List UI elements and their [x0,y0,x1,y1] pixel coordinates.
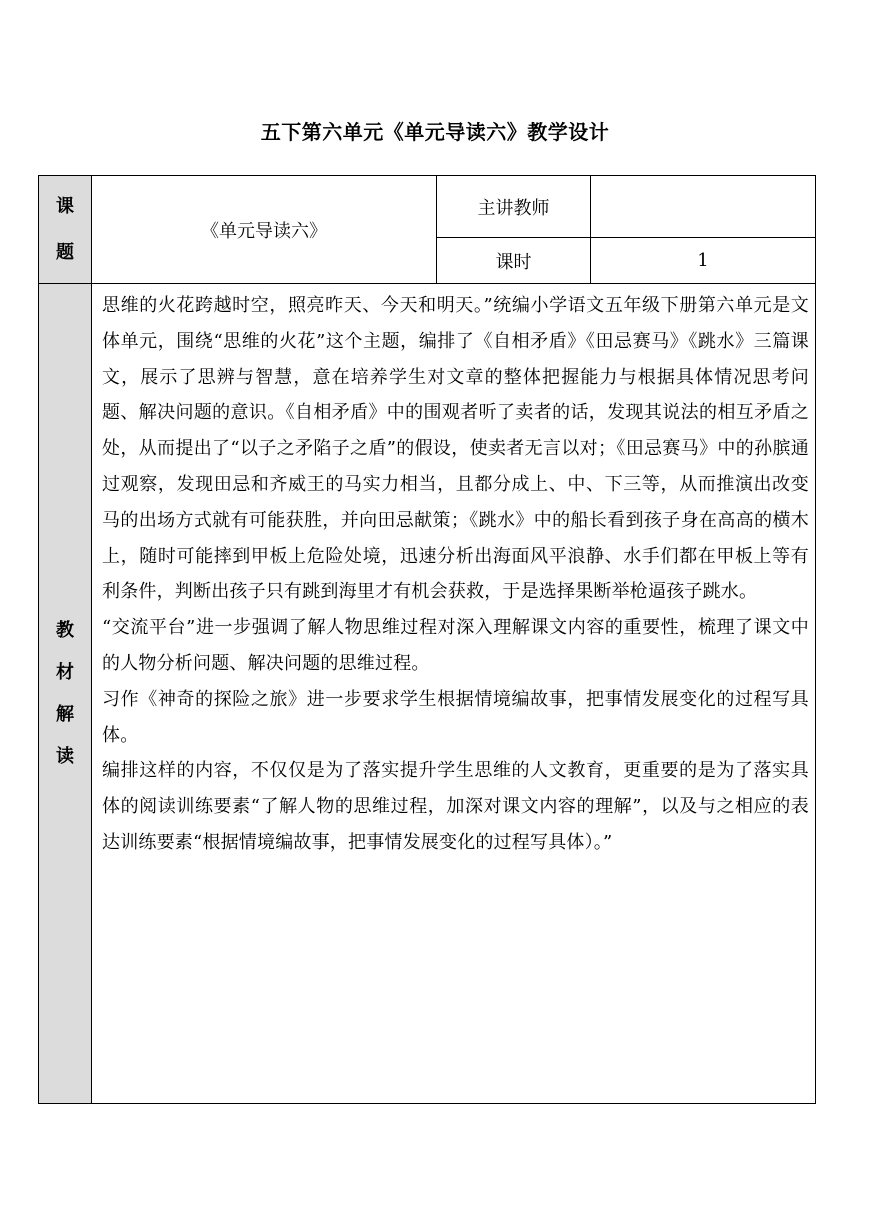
lesson-title: 《单元导读六》 [92,176,437,284]
analysis-paragraph: 习作《神奇的探险之旅》进一步要求学生根据情境编故事，把事情发展变化的过程写具体。 [102,688,809,746]
topic-label [39,176,92,284]
period-label: 课时 [437,238,591,284]
lesson-plan-table [38,175,816,1104]
analysis-paragraph: 编排这样的内容，不仅仅是为了落实提升学生思维的人文教育，更重要的是为了落实具体的阅读训练要素“了解人物的思维过程，加深对课文内容的理解”，以及与之相应的表达训练要素“根据情境编故事，把事情发展变化的过程写具体）。” [102,760,809,853]
analysis-label-char: 教 [56,619,74,641]
analysis-label-char: 解 [56,703,74,725]
analysis-content [92,284,816,1104]
topic-label-char: 题 [56,241,74,263]
document-title: 五下第六单元《单元导读六》教学设计 [260,120,610,144]
analysis-row [39,284,816,1104]
teacher-label: 主讲教师 [437,176,591,238]
analysis-label-char: 读 [56,745,74,767]
analysis-label-char: 材 [56,661,74,683]
teacher-value [591,176,816,238]
analysis-paragraph: 思维的火花跨越时空，照亮昨天、今天和明天。”统编小学语文五年级下册第六单元是文体单元，围绕“思维的火花”这个主题，编排了《自相矛盾》《田忌赛马》《跳水》三篇课文，展示了思辨与智慧，意在培养学生对文章的整体把握能力与根据具体情况思考问题、解决问题的意识。《自相矛盾》中的围观者听了卖者的话，发现其说法的相互矛盾之处，从而提出了“以子之矛陷子之盾”的假设，使卖者无言以对；《田忌赛马》中的孙膑通过观察，发现田忌和齐威王的马实力相当，且都分成上、中、下三等，从而推演出改变马的出场方式就有可能获胜，并向田忌献策；《跳水》中的船长看到孩子身在高高的横木上，随时可能摔到甲板上危险处境，迅速分析出海面风平浪静、水手们都在甲板上等有利条件，判断出孩子只有跳到海里才有机会获救，于是选择果断举枪逼孩子跳水。 [102,295,809,603]
analysis-paragraph: “交流平台”进一步强调了解人物思维过程对深入理解课文内容的重要性，梳理了课文中的人物分析问题、解决问题的思维过程。 [102,617,809,674]
period-value: 1 [591,238,816,284]
topic-label-char: 课 [56,195,74,217]
analysis-label [39,284,92,1104]
header-row-teacher [39,176,816,238]
